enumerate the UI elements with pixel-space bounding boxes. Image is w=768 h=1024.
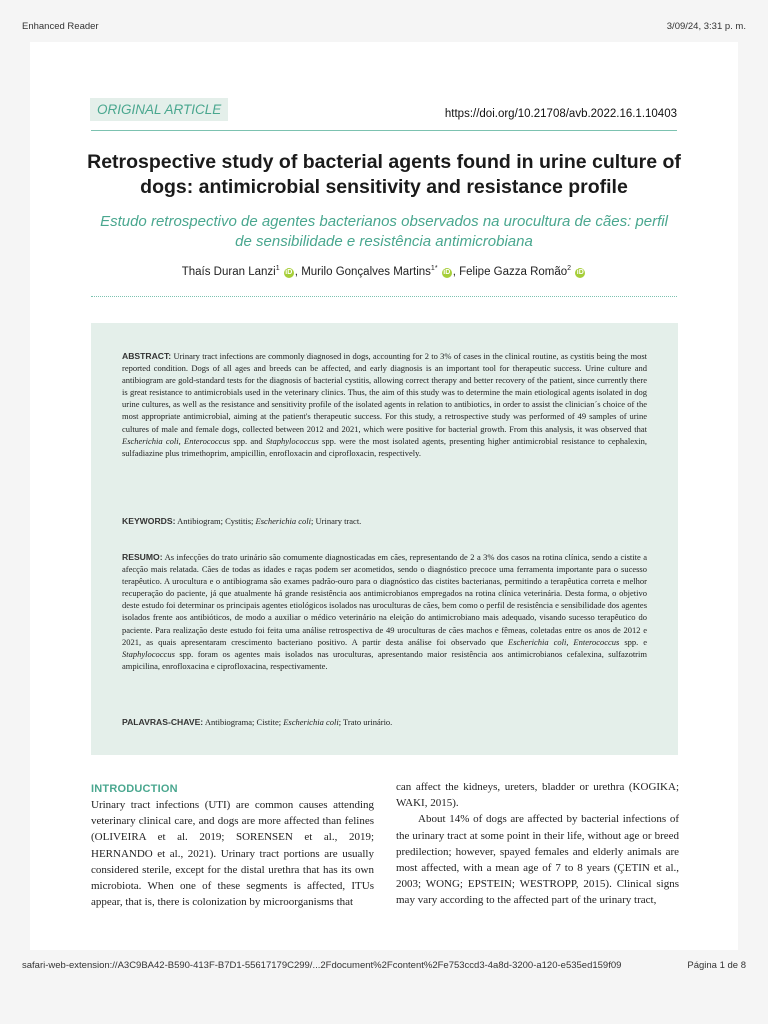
- keywords-text: Antibiogram; Cystitis;: [175, 516, 256, 526]
- species-name: Escherichia coli: [255, 516, 312, 526]
- abstract-label: ABSTRACT:: [122, 351, 172, 361]
- author-name: Felipe Gazza Romão: [459, 265, 568, 278]
- species-name: Escherichia coli: [283, 717, 339, 727]
- resumo-label: RESUMO:: [122, 552, 163, 562]
- palavras-chave-paragraph: [122, 716, 647, 728]
- print-footer: [22, 960, 746, 974]
- abstract-text: Urinary tract infections are commonly diagnosed in dogs, accounting for 2 to 3% of cases in the clinical routine, as cystitis being the most reported condition. Dogs of all ages and breeds can be affected, and early diagnosis is an important tool for therapeutic success. Urine culture and antibiogram are gold-standard tests for the diagnosis of bacterial cystitis, allowing correct therapy and better recovery of the patient, since currently there is great resistance to antimicrobials used in the veterinary clinics. Thus, the aim of this study was to determine the main etiological agents isolated in dog urine cultures, as well as the resistance and sensitivity profile of the isolated agents in relation to antibiotics, in order to assist the clinician´s choice of the most appropriate antimicrobial, aiming at the patient's therapeutic success. For this study, a retrospective study was performed of 49 samples of urine cultures of male and female dogs, collected between 2012 and 2021, which were positive for bacterial growth. From this analysis, it was observed that: [122, 351, 648, 434]
- author-affiliation: 1: [275, 265, 280, 272]
- abstract-text: spp. were the most isolated agents, presenting higher antimicrobial resistance to cephalexin, sulfadiazine plus trimethoprim, ampicillin, enrofloxacin and ciprofloxacin, respectively.: [122, 435, 647, 458]
- document-page: [30, 42, 738, 950]
- abstract-text: ,: [178, 435, 184, 446]
- abstract-text: spp. and: [229, 435, 266, 446]
- resumo-paragraph: [122, 551, 647, 672]
- orcid-icon[interactable]: iD: [285, 268, 293, 276]
- abstract-box: [91, 323, 678, 755]
- keywords-label: KEYWORDS:: [122, 516, 176, 526]
- orcid-icon[interactable]: iD: [443, 268, 451, 276]
- page-indicator: Página 1 de 8: [687, 960, 746, 971]
- body-column-right: [396, 779, 679, 909]
- app-title: Enhanced Reader: [22, 21, 99, 32]
- author-affiliation: 2: [567, 265, 572, 272]
- resumo-text: spp. foram os agentes mais isolados nas uroculturas, apresentando maior resistência aos antimicrobianos cefalexina, sulfazotrim ampicilina, enrofloxacina e ciprofloxacina, respectivamente.: [122, 648, 647, 671]
- header-divider: [91, 130, 677, 131]
- species-name: Escherichia coli: [508, 636, 567, 647]
- author-list: Thaís Duran Lanzi$^1$ iD , Murilo Gonçalves Martins$^{1*}$ iD , Felipe Gazza Romão$^2$ iD: [181, 265, 584, 278]
- species-name: Enterococcus: [184, 435, 230, 446]
- species-name: Staphylococcus: [122, 648, 175, 659]
- author-name: Thaís Duran Lanzi: [181, 265, 276, 278]
- print-header: [22, 21, 746, 35]
- resumo-text: As infecções do trato urinário são comumente diagnosticadas em cães, representando de 2 a 3% dos casos na rotina clínica, sendo a cistite a afecção mais relatada. Cães de todas as idades e raças podem ser acometidos, sendo o diagnóstico precoce uma ferramenta importante para o sucesso terapêutico. A urocultura e o antibiograma são exames padrão-ouro para o diagnóstico das cistites bacterianas, permitindo a terapêutica correta e melhor recuperação do paciente, já que atualmente há grande resistência aos antimicrobianos empregados na rotina clínica veterinária. Desta forma, o objetivo deste estudo foi determinar os principais agentes etiológicos isolados nas uroculturas de cães, bem como o perfil de resistência e sensibilidade dos agentes isolados frente aos antibióticos, de modo a auxiliar o médico veterinário na eleição do antimicrobiano mais adequado, visando sucesso terapêutico do paciente. Para realização deste estudo foi feita uma análise retrospectiva de 49 uroculturas de cães machos e fêmeas, coletadas entre os anos de 2012 e 2021, as quais apresentaram crescimento bacteriano positivo. A partir desta análise foi observado que: [122, 552, 647, 647]
- resumo-text: spp. e: [619, 636, 647, 647]
- species-name: Staphylococcus: [265, 435, 319, 446]
- palavras-chave-label: PALAVRAS-CHAVE:: [122, 717, 204, 727]
- palavras-chave-text: Antibiograma; Cistite;: [203, 717, 284, 727]
- introduction-heading: INTRODUCTION: [91, 783, 178, 795]
- author-affiliation: 1*: [430, 265, 438, 272]
- author-name: Murilo Gonçalves Martins: [301, 265, 431, 278]
- abstract-paragraph: [122, 350, 647, 459]
- palavras-chave-text: ; Trato urinário.: [338, 717, 393, 727]
- doi-link[interactable]: https://doi.org/10.21708/avb.2022.16.1.10403: [444, 108, 677, 120]
- keywords-paragraph: [122, 515, 647, 527]
- species-name: Escherichia coli: [122, 435, 179, 446]
- article-title: Retrospective study of bacterial agents found in urine culture of dogs: antimicrobial sensitivity and resistance profile: [87, 151, 681, 198]
- body-column-left: [91, 781, 374, 910]
- article-subtitle: Estudo retrospectivo de agentes bacterianos observados na urocultura de cães: perfil de sensibilidade e resistência antimicrobiana: [100, 213, 668, 250]
- species-name: Enterococcus: [573, 636, 620, 647]
- resumo-text: ,: [566, 636, 574, 647]
- page-url: safari-web-extension://A3C9BA42-B590-413F-B7D1-55617179C299/...2Fdocument%2Fcontent%2Fe753ccd3-4a8d-3200-a120-e535ed159f09: [22, 960, 622, 971]
- body-paragraph: Urinary tract infections (UTI) are common causes attending veterinary clinical care, and dogs are more affected than felines (OLIVEIRA et al. 2019; SORENSEN et al., 2019; HERNANDO et al., 2021). Urinary tract portions are usually considered sterile, except for the distal urethra that has its own microbiota. When one of these segments is affected, ITUs appear, that is, there is colonization by microorganisms that: [91, 799, 374, 909]
- authors-divider: [91, 296, 677, 297]
- body-paragraph: can affect the kidneys, ureters, bladder or urethra (KOGIKA; WAKI, 2015).: [396, 781, 679, 810]
- body-paragraph: About 14% of dogs are affected by bacterial infections of the urinary tract at some point in their life, without age or breed predilection; however, spayed females and elderly animals are most affected, with a mean age of 7 to 8 years (ÇETIN et al., 2003; WONG; EPSTEIN; WESTROPP, 2015). Clinical signs may vary according to the affected part of the urinary tract,: [396, 813, 679, 907]
- orcid-icon[interactable]: iD: [576, 268, 584, 276]
- article-type-badge: ORIGINAL ARTICLE: [90, 98, 228, 121]
- print-datetime: 3/09/24, 3:31 p. m.: [666, 21, 746, 32]
- keywords-text: ; Urinary tract.: [311, 516, 362, 526]
